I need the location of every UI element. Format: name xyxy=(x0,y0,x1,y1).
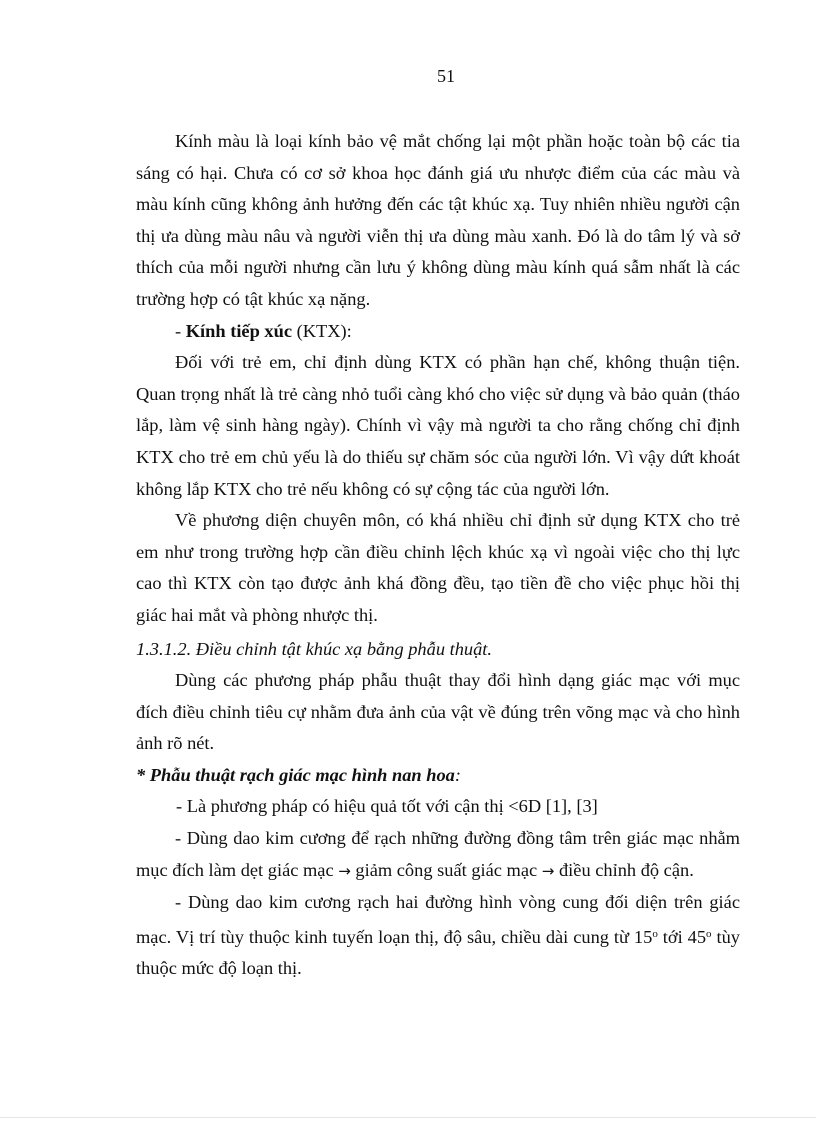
bullet-text-1: - Dùng dao kim cương rạch hai đường hình vòng cung đối diện trên giác mạc. Vị trí tùy thuộc kinh tuyến loạn thị, độ sâu, chiều dài cung từ 15 xyxy=(136,892,740,947)
subheading-colon: : xyxy=(454,764,461,785)
heading-suffix: (KTX): xyxy=(292,320,352,341)
subheading-text: * Phẫu thuật rạch giác mạc hình nan hoa xyxy=(136,764,455,785)
page-bottom-edge xyxy=(0,1117,816,1118)
page-number: 51 xyxy=(437,66,455,86)
bullet-text-3: điều chỉnh độ cận. xyxy=(554,859,694,880)
bullet-diamond-knife xyxy=(136,823,740,887)
bullet-arcuate-incisions xyxy=(136,887,740,985)
bullet-text-3: tùy thuộc mức độ loạn thị. xyxy=(136,926,740,979)
bullet-text-2: giảm công suất giác mạc xyxy=(350,859,542,880)
heading-contact-lenses xyxy=(136,316,740,348)
bullet-text-2: tới 45 xyxy=(657,926,707,947)
document-body xyxy=(136,126,740,985)
arrow-right-icon: → xyxy=(338,861,351,880)
paragraph-ktx-children: Đối với trẻ em, chỉ định dùng KTX có phần hạn chế, không thuận tiện. Quan trọng nhất là trẻ càng nhỏ tuổi càng khó cho việc sử dụng và bảo quản (tháo lắp, làm vệ sinh hàng ngày). Chính vì vậy mà người ta cho rằng chống chỉ định KTX cho trẻ em chủ yếu là do thiếu sự chăm sóc của người lớn. Vì vậy dứt khoát không lắp KTX cho trẻ nếu không có sự cộng tác của người lớn. xyxy=(136,352,740,499)
bullet-effectiveness: - Là phương pháp có hiệu quả tốt với cận thị <6D [1], [3] xyxy=(176,796,598,817)
bullet-text-1: - Dùng dao kim cương để rạch những đường đồng tâm trên giác mạc nhằm mục đích làm dẹt giác mạc xyxy=(136,828,740,880)
section-heading: 1.3.1.2. Điều chỉnh tật khúc xạ bằng phẫu thuật. xyxy=(136,638,493,659)
paragraph-ktx-indications: Về phương diện chuyên môn, có khá nhiều chỉ định sử dụng KTX cho trẻ em như trong trường hợp cần điều chỉnh lệch khúc xạ vì ngoài việc cho thị lực cao thì KTX còn tạo được ảnh khá đồng đều, tạo tiền đề cho việc phục hồi thị giác hai mắt và phòng nhược thị. xyxy=(136,510,740,625)
paragraph-tinted-lenses: Kính màu là loại kính bảo vệ mắt chống lại một phần hoặc toàn bộ các tia sáng có hại. Chưa có cơ sở khoa học đánh giá ưu nhược điểm của các màu và màu kính cũng không ảnh hưởng đến các tật khúc xạ. Tuy nhiên nhiều người cận thị ưa dùng màu nâu và người viễn thị ưa dùng màu xanh. Đó là do tâm lý và sở thích của mỗi người nhưng cần lưu ý không dùng màu kính quá sẫm nhất là các trường hợp có tật khúc xạ nặng. xyxy=(136,131,740,309)
paragraph-surgery: Dùng các phương pháp phẫu thuật thay đổi hình dạng giác mạc với mục đích điều chỉnh tiêu cự nhằm đưa ảnh của vật về đúng trên võng mạc và cho hình ảnh rõ nét. xyxy=(136,670,740,754)
degree-symbol: o xyxy=(706,927,712,940)
heading-dash: - xyxy=(175,320,186,341)
arrow-right-icon: → xyxy=(541,861,555,880)
subheading-radial-keratotomy xyxy=(136,760,740,792)
degree-symbol: o xyxy=(652,927,658,940)
heading-bold-text: Kính tiếp xúc xyxy=(185,320,293,341)
